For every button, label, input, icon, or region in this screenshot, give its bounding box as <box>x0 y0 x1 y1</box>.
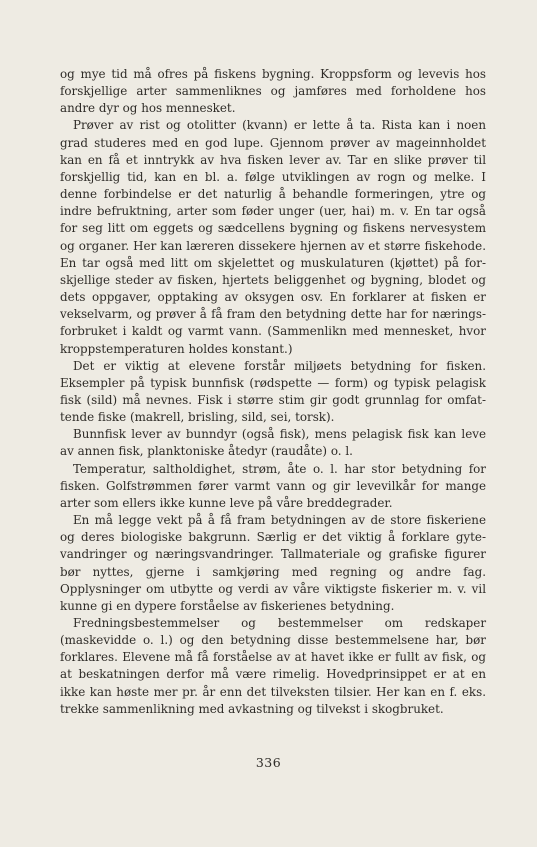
paragraph-3: Det er viktig at elevene forstår miljøets betydning for fisken. Eksempler på typisk bunnfisk (rødspette — form) og typisk pelagisk fisk (sild) må nevnes. Fisk i større stim gir godt grunnlag for omfattende fiske (makrell, brisling, sild, sei, torsk). <box>60 358 486 425</box>
paragraph-4: Bunnfisk lever av bunndyr (også fisk), mens pelagisk fisk kan leve av annen fisk, planktoniske åtedyr (raudåte) o. l. <box>60 427 486 459</box>
paragraph-6: En må legge vekt på å få fram betydningen av de store fiskeriene og deres biologiske bakgrunn. Særlig er det viktig å forklare gytevandringer og næringsvandringer. Tallmateriale og grafiske figurer bør nyttes, gjerne i samkjøring med regning og andre fag. Opplysninger om utbytte og verdi av våre viktigste fiskerier m. v. vil kunne gi en dypere forståelse av fiskerienes betydning. <box>60 513 486 613</box>
paragraph-1: og mye tid må ofres på fiskens bygning. Kroppsform og levevis hos forskjellige arter sammenliknes og jamføres med forholdene hos andre dyr og hos mennesket. <box>60 67 486 116</box>
page-number: 336 <box>255 755 282 770</box>
page-body <box>60 66 486 718</box>
paragraph-5: Temperatur, saltholdighet, strøm, åte o. l. har stor betydning for fisken. Golfstrømmen fører varmt vann og gir levevilkår for mange arter som ellers ikke kunne leve på våre breddegrader. <box>60 461 486 510</box>
paragraph-2: Prøver av rist og otolitter (kvann) er lette å ta. Rista kan i noen grad studeres med en god lupe. Gjennom prøver av mageinnholdet kan en få et inntrykk av hva fisken lever av. Tar en slike prøver til forskjellig tid, kan en bl. a. følge utviklingen av rogn og melke. I denne forbindelse er det naturlig å behandle formeringen, ytre og indre befruktning, arter som føder unger (uer, hai) m. v. En tar også for seg litt om eggets og sædcellens bygning og fiskens nervesystem og organer. Her kan læreren dissekere hjernen av et større fiskehode. En tar også med litt om skjelettet og muskulaturen (kjøttet) på forskjellige steder av fisken, hjertets beliggenhet og bygning, blodet og dets oppgaver, opptaking av oksygen osv. En forklarer at fisken er vekselvarm, og prøver å få fram den betydning dette har for næringsforbruket i kaldt og varmt vann. (Sammenlikn med mennesket, hvor kroppstemperaturen holdes konstant.) <box>60 118 486 356</box>
paragraph-7: Fredningsbestemmelser og bestemmelser om redskaper (maskevidde o. l.) og den betydning disse bestemmelsene har, bør forklares. Elevene må få forståelse av at havet ikke er fullt av fisk, og at beskatningen derfor må være rimelig. Hovedprinsippet er at en ikke kan høste mer pr. år enn det tilveksten tilsier. Her kan en f. eks. trekke sammenlikning med avkastning og tilvekst i skogbruket. <box>60 616 486 716</box>
